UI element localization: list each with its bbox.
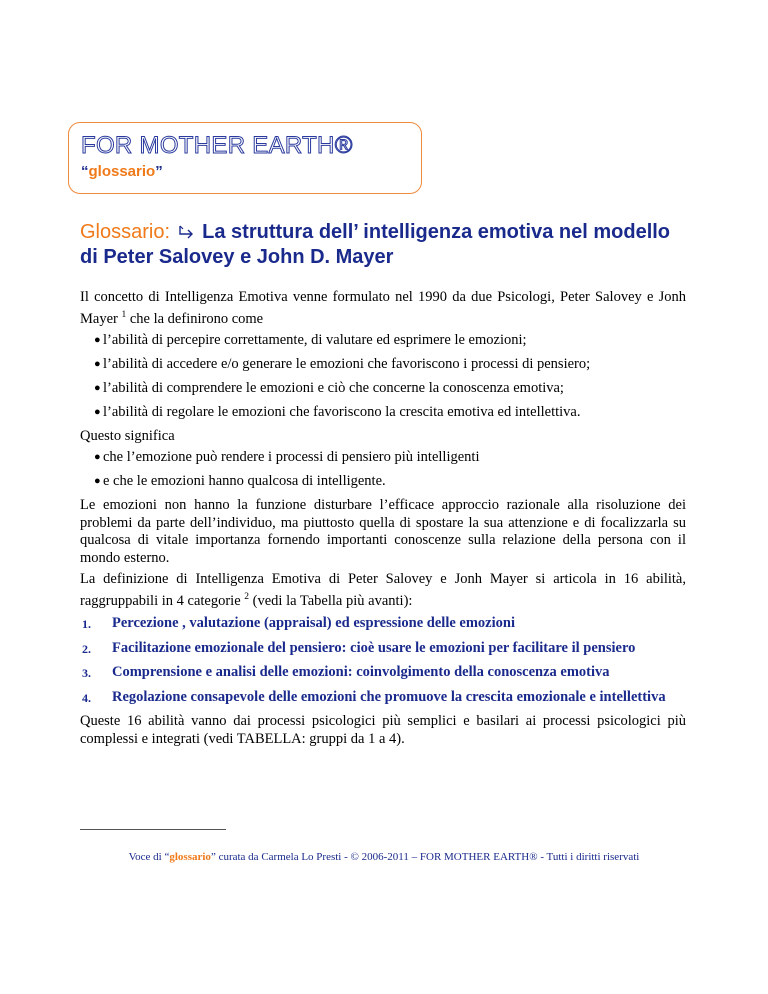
list-item-text: l’abilità di comprendere le emozioni e ciò che concerne la conoscenza emotiva; bbox=[103, 379, 564, 396]
footnote-ref-2: 2 bbox=[244, 591, 250, 602]
category-number: 3. bbox=[82, 666, 91, 681]
brand-subtitle bbox=[81, 163, 163, 180]
definition-text: La definizione di Intelligenza Emotiva di Peter Salovey e Jonh Mayer si articola in 16 abilità, raggruppabili in 4 categorie bbox=[80, 571, 686, 609]
glossary-word: glossario bbox=[88, 163, 156, 180]
intro-text-end: che la definirono come bbox=[126, 310, 264, 327]
category-text: Regolazione consapevole delle emozioni che promuove la crescita emozionale e intellettiva bbox=[112, 688, 666, 705]
category-item bbox=[80, 689, 686, 707]
quote-close: ” bbox=[155, 163, 163, 180]
category-item bbox=[80, 615, 686, 633]
list-item-text: l’abilità di regolare le emozioni che favoriscono la crescita emotiva ed intellettiva. bbox=[103, 403, 581, 420]
list-item bbox=[94, 380, 686, 398]
bullet-icon: ● bbox=[94, 405, 101, 418]
list-item bbox=[94, 473, 686, 491]
categories-list bbox=[80, 615, 686, 706]
list-item-text: che l’emozione può rendere i processi di pensiero più intelligenti bbox=[103, 449, 480, 466]
definition-text-end: (vedi la Tabella più avanti): bbox=[249, 592, 413, 609]
meaning-list bbox=[80, 449, 686, 491]
footer-glossary-word: glossario bbox=[169, 851, 211, 863]
abilities-list bbox=[80, 332, 686, 422]
heading-prefix: Glossario: bbox=[80, 221, 171, 243]
emotions-paragraph: Le emozioni non hanno la funzione disturbare l’efficace approccio razionale alla risoluzione dei problemi da parte dell’individuo, ma piuttosto quella di spostare la sua attenzione e di focalizzarla su qualcosa di vitale importanza fornendo importanti conoscenze sulla relazione della persona con il mondo esterno. bbox=[80, 497, 686, 566]
bullet-icon: ● bbox=[94, 357, 101, 370]
bullet-icon: ● bbox=[94, 475, 101, 488]
category-text: Facilitazione emozionale del pensiero: cioè usare le emozioni per facilitare il pensiero bbox=[112, 639, 636, 656]
quote-open: “ bbox=[81, 163, 89, 180]
intro-text: Il concetto di Intelligenza Emotiva venne formulato nel 1990 da due Psicologi, Peter Salovey e Jonh Mayer bbox=[80, 289, 686, 327]
bullet-icon: ● bbox=[94, 381, 101, 394]
category-text: Percezione , valutazione (appraisal) ed espressione delle emozioni bbox=[112, 615, 515, 632]
list-item bbox=[94, 356, 686, 374]
document-body bbox=[80, 289, 686, 752]
footnote-ref-1: 1 bbox=[121, 309, 127, 320]
list-item bbox=[94, 449, 686, 467]
list-item bbox=[94, 332, 686, 350]
brand-title: FOR MOTHER EARTH® bbox=[81, 132, 353, 159]
bullet-icon: ● bbox=[94, 451, 101, 464]
intro-paragraph bbox=[80, 289, 686, 328]
brand-header-box bbox=[68, 122, 422, 194]
list-item-text: e che le emozioni hanno qualcosa di intelligente. bbox=[103, 473, 386, 490]
definition-paragraph bbox=[80, 571, 686, 610]
category-item bbox=[80, 640, 686, 658]
heading-title: La struttura dell’ intelligenza emotiva nel modello di Peter Salovey e John D. Mayer bbox=[80, 221, 671, 268]
category-text: Comprensione e analisi delle emozioni: coinvolgimento della conoscenza emotiva bbox=[112, 664, 610, 681]
category-number: 2. bbox=[82, 641, 91, 656]
category-number: 1. bbox=[82, 617, 91, 632]
page-footer bbox=[0, 851, 768, 863]
list-item bbox=[94, 404, 686, 422]
footer-text-start: Voce di “ bbox=[128, 851, 170, 863]
category-number: 4. bbox=[82, 690, 91, 705]
category-item bbox=[80, 664, 686, 682]
bullet-icon: ● bbox=[94, 333, 101, 346]
footnote-separator bbox=[80, 829, 226, 830]
hand-arrow-icon bbox=[178, 220, 195, 245]
meaning-label: Questo significa bbox=[80, 427, 175, 444]
list-item-text: l’abilità di percepire correttamente, di valutare ed esprimere le emozioni; bbox=[103, 331, 527, 348]
closing-paragraph: Queste 16 abilità vanno dai processi psicologici più semplici e basilari ai processi psicologici più complessi e integrati (vedi TABELLA: gruppi da 1 a 4). bbox=[80, 713, 686, 747]
footer-text-end: ” curata da Carmela Lo Presti - © 2006-2011 – FOR MOTHER EARTH® - Tutti i diritti riservati bbox=[210, 851, 640, 863]
list-item-text: l’abilità di accedere e/o generare le emozioni che favoriscono i processi di pensiero; bbox=[103, 355, 591, 372]
page-title bbox=[80, 220, 680, 270]
